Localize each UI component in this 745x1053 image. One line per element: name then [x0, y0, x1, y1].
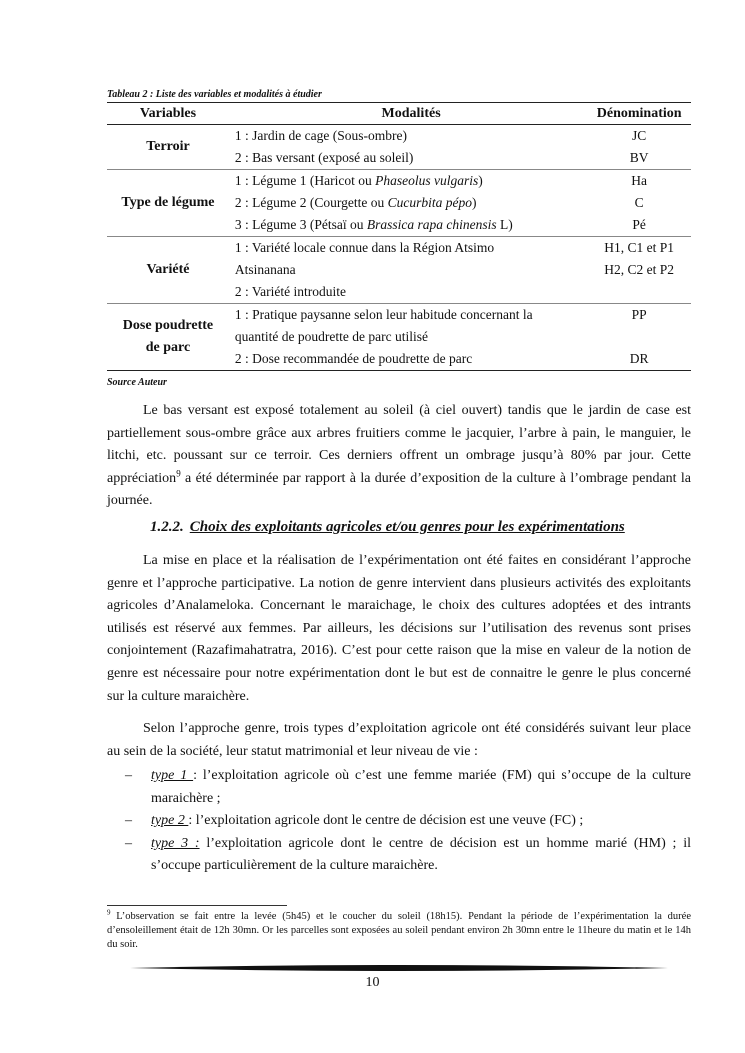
list-item-text: l’exploitation agricole dont le centre de décision est un homme marié (HM) ; il s’occupe particulièrement de la culture maraichère. [151, 835, 691, 874]
modalite-cell: 1 : Variété locale connue dans la Région Atsimo [234, 240, 495, 255]
table-source: Source Auteur [107, 377, 167, 388]
paragraph-approche-genre [107, 718, 691, 763]
variable-label-line: Dose poudrette [122, 318, 214, 333]
variable-type-legume: Type de légume [107, 170, 229, 237]
table-row [107, 125, 691, 148]
bullet-dash: – [125, 835, 132, 851]
page-ornament-divider [130, 963, 668, 973]
table-row [107, 170, 691, 193]
variable-dose-poudrette [107, 304, 229, 371]
modalite-cell: 2 : Dose recommandée de poudrette de parc [229, 348, 587, 371]
footnote-text: L’observation se fait entre la levée (5h45) et le coucher du soleil (18h15). Pendant la période de l’expérimentation la durée d’ensoleillement était de 12h 30mn. Or les parcelles sont exposées au soleil pendant environ 2h 30mn entre le 11heure du matin et le 14h du soir. [107, 911, 691, 950]
variable-label-line: de parc [145, 340, 191, 355]
denomination-cell: BV [587, 147, 691, 170]
section-title: Choix des exploitants agricoles et/ou genres pour les expérimentations [189, 519, 625, 535]
modalite-text: ) [472, 195, 477, 210]
type-label: type 3 : [151, 835, 200, 851]
page-number: 10 [365, 975, 380, 990]
modalite-cell: 1 : Jardin de cage (Sous-ombre) [234, 128, 407, 143]
denomination-cell: JC [632, 128, 647, 143]
variables-table [107, 102, 691, 371]
header-modalites: Modalités [229, 103, 587, 125]
type-label: type 1 [151, 768, 194, 783]
footnote [107, 910, 691, 952]
denomination-cell [587, 281, 691, 304]
paragraph-text: Selon l’approche genre, trois types d’exploitation agricole ont été considérés suivant leur place au sein de la société, leur statut matrimonial et leur niveau de vie : [107, 721, 691, 759]
denomination-cell: C [634, 195, 644, 210]
footnote-separator [107, 905, 287, 906]
modalite-cell [229, 170, 587, 193]
scientific-name: Brassica rapa chinensis [366, 217, 497, 232]
table-header-row [107, 103, 691, 125]
table-caption: Tableau 2 : Liste des variables et modalités à étudier [107, 89, 322, 100]
modalite-text: L) [496, 217, 513, 232]
denomination-cell: H1, C1 et P1 [604, 240, 675, 255]
bullet-dash: – [125, 813, 132, 829]
modalite-text: ) [478, 173, 483, 188]
list-item [125, 833, 691, 878]
denomination-cell: Pé [587, 214, 691, 237]
denomination-cell: DR [587, 348, 691, 371]
bullet-dash: – [125, 768, 132, 783]
denomination-cell [587, 326, 691, 348]
scientific-name: Cucurbita pépo [387, 195, 473, 210]
denomination-cell: H2, C2 et P2 [604, 262, 675, 277]
header-denomination: Dénomination [587, 103, 691, 125]
variable-terroir: Terroir [107, 125, 229, 170]
variable-variete: Variété [107, 237, 229, 304]
paragraph-text: La mise en place et la réalisation de l’expérimentation ont été faites en considérant l’approche genre et l’approche participative. La notion de genre intervient dans plusieurs activités des exploitants agricoles d’Analameloka. Concernant le maraichage, le choix des cultures adoptées et des intrants utilisés est réservé aux femmes. Par ailleurs, les décisions sur l’utilisation des revenus sont prises conjointement (Razafimahatratra, 2016). C’est pour cette raison que la mise en valeur de la notion de genre est nécessaire pour notre expérimentation dont le but est de connaitre le genre le plus concerné sur la culture maraichère. [107, 553, 691, 704]
list-item-text: : l’exploitation agricole dont le centre de décision est une veuve (FC) ; [188, 813, 584, 829]
modalite-text: 2 : Légume 2 (Courgette ou [234, 195, 388, 210]
type-label: type 2 [151, 813, 189, 829]
denomination-cell: PP [631, 307, 647, 322]
modalite-cell: 2 : Bas versant (exposé au soleil) [229, 147, 587, 170]
modalite-cell [229, 192, 587, 214]
modalite-cell: 2 : Variété introduite [229, 281, 587, 304]
list-item-text: : l’exploitation agricole où c’est une femme mariée (FM) qui s’occupe de la culture maraichère ; [151, 768, 691, 806]
denomination-cell: Ha [631, 173, 648, 188]
footnote-ref: 9 [176, 468, 181, 479]
paragraph-text: a été déterminée par rapport à la durée d’exposition de la culture à l’ombrage pendant la journée. [107, 470, 691, 509]
modalite-cell: 1 : Pratique paysanne selon leur habitude concernant la [234, 307, 533, 322]
scientific-name: Phaseolus vulgaris [375, 173, 479, 188]
header-variables: Variables [107, 103, 229, 125]
exploitation-type-list [125, 765, 691, 878]
list-item [125, 765, 691, 810]
section-number: 1.2.2. [150, 519, 184, 535]
table-row [107, 304, 691, 327]
footnote-number: 9 [107, 908, 111, 917]
modalite-text: 1 : Légume 1 (Haricot ou [234, 173, 376, 188]
modalite-cell: quantité de poudrette de parc utilisé [234, 329, 428, 344]
section-heading [150, 519, 625, 536]
modalite-text: 3 : Légume 3 (Pétsaï ou [234, 217, 367, 232]
table-row [107, 237, 691, 260]
modalite-cell [229, 214, 587, 237]
paragraph-bas-versant [107, 400, 691, 513]
paragraph-text: Le bas versant est exposé totalement au soleil (à ciel ouvert) tandis que le jardin de case est partiellement sous-ombre grâce aux arbres fruitiers comme le jacquier, l’arbre à pain, le manguier, le litchi, etc. poussant sur ce terroir. Ces derniers offrent un ombrage jusqu’à 80% par jour. Cette appréciation [107, 403, 691, 486]
list-item [125, 810, 691, 833]
modalite-cell: Atsinanana [234, 262, 296, 277]
paragraph-genre [107, 550, 691, 708]
